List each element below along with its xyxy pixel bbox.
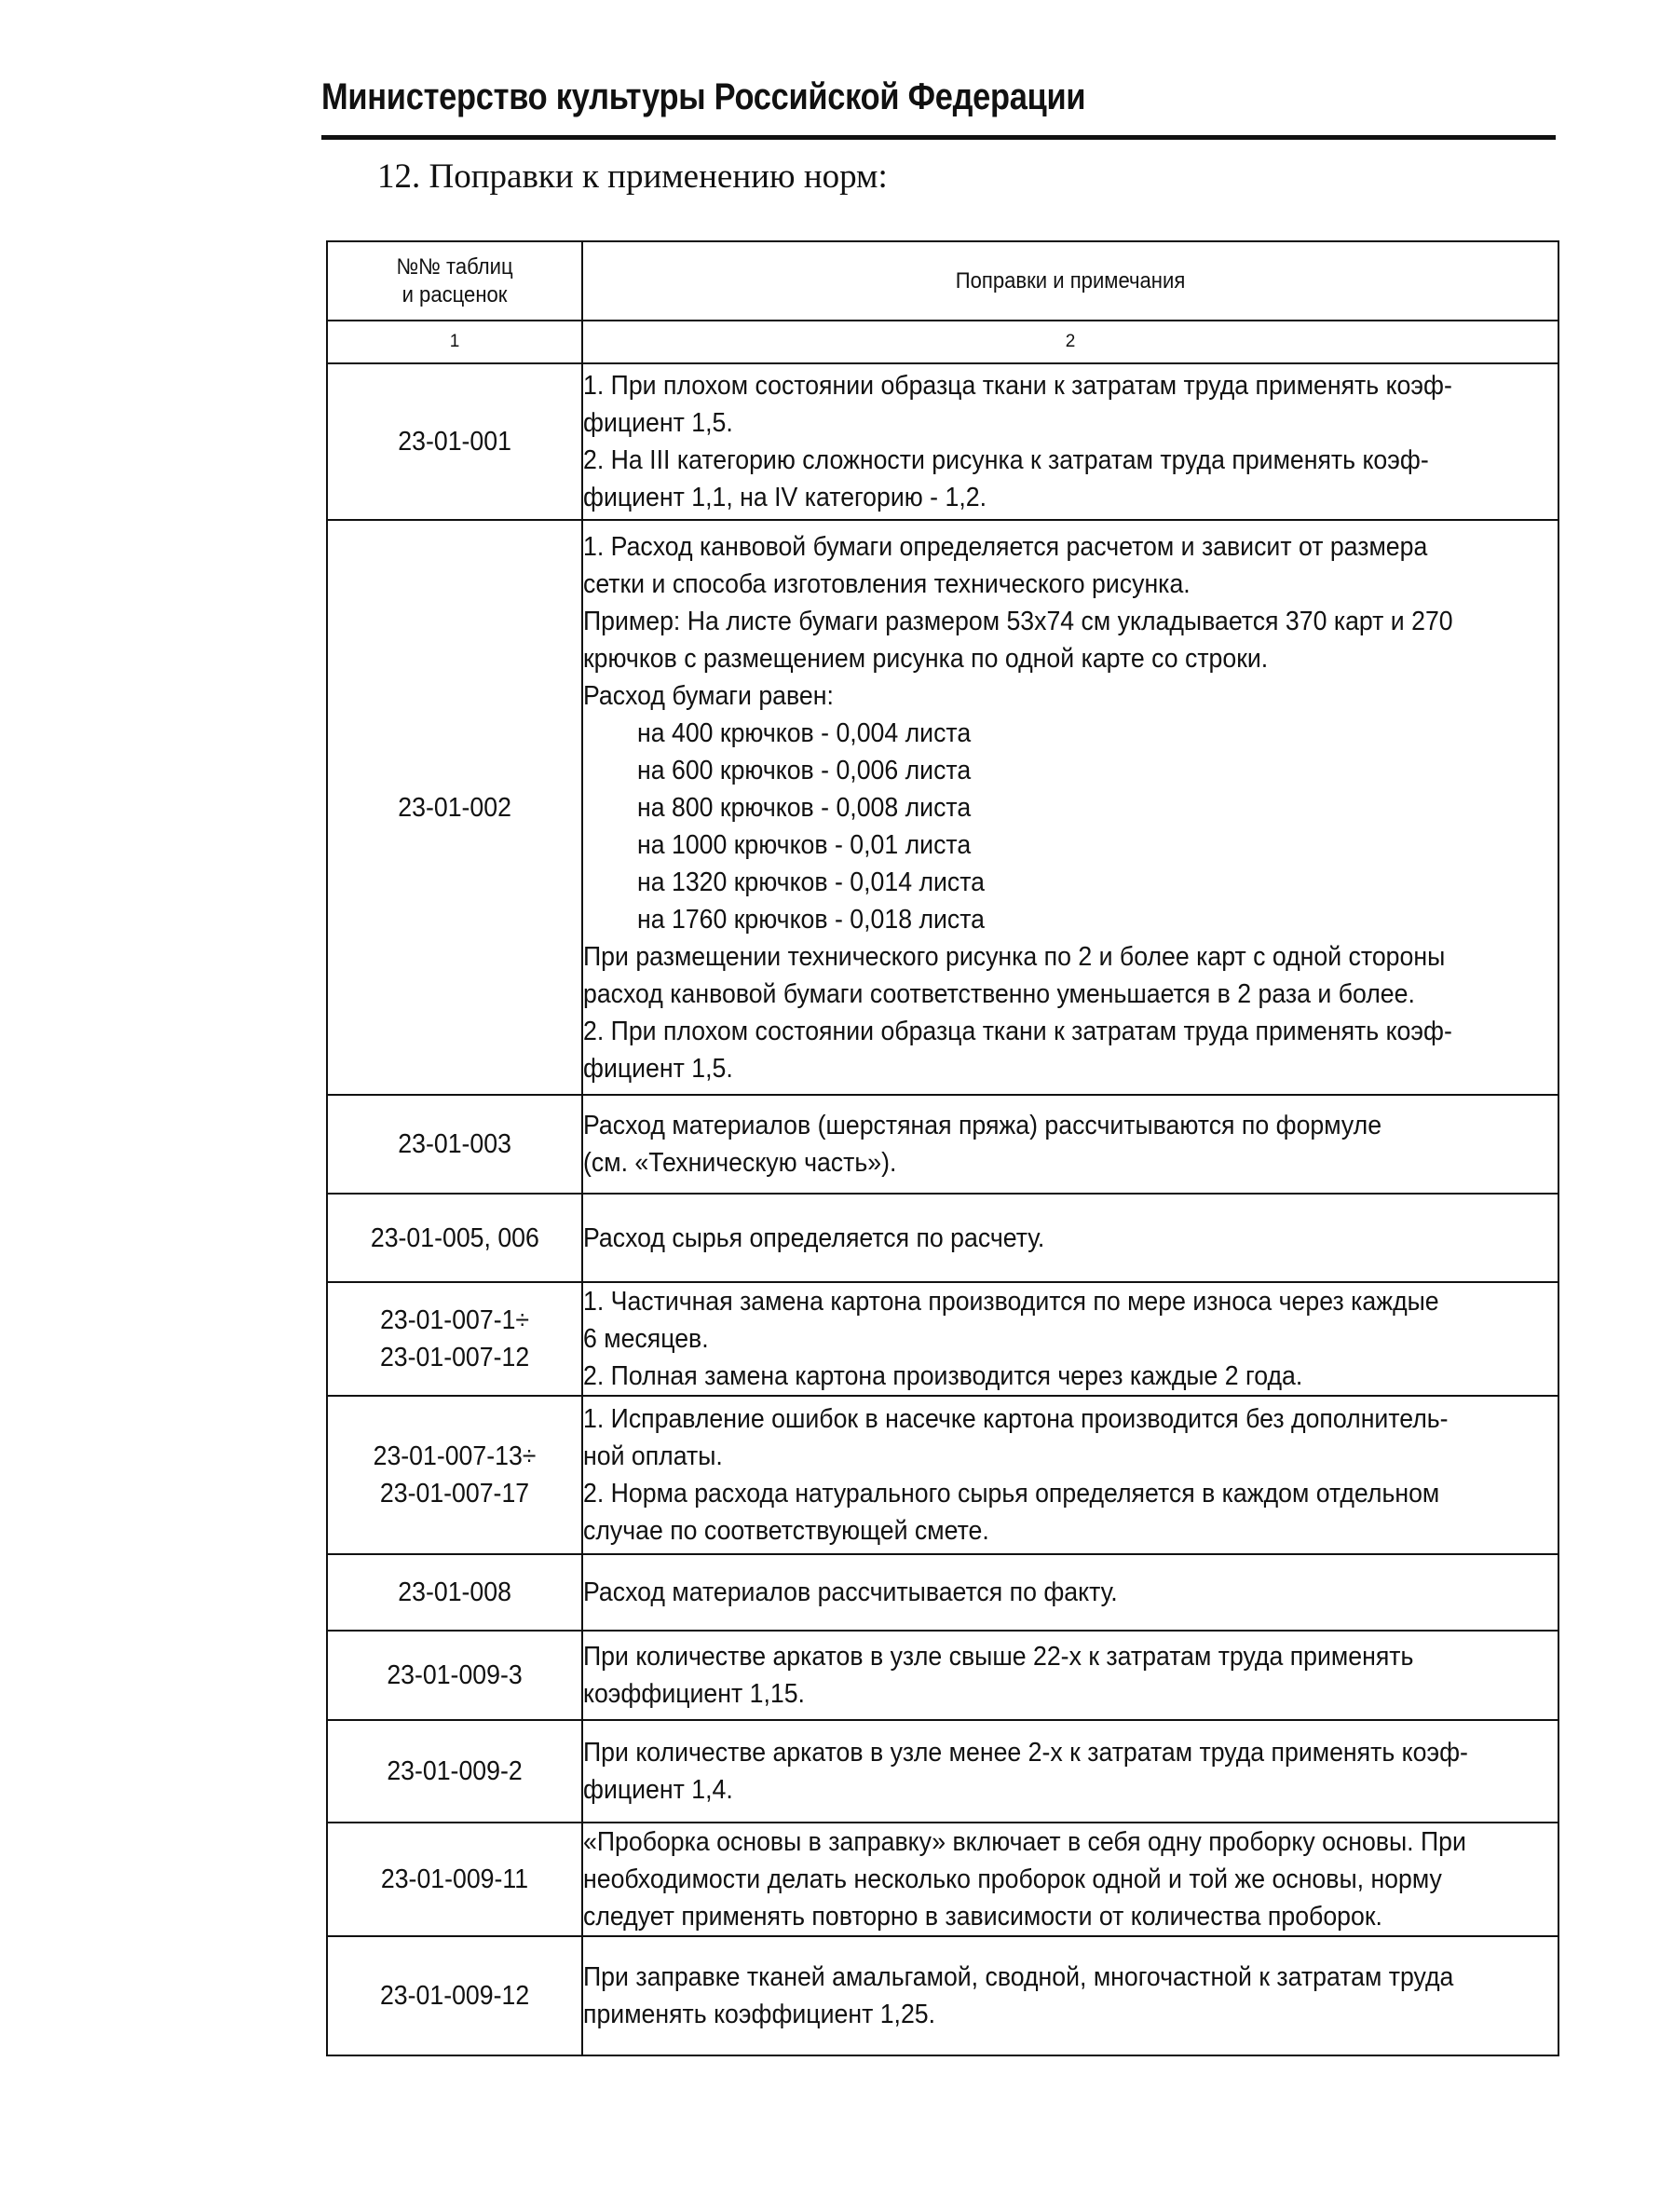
note-text: 2. При плохом состоянии образца ткани к затратам труда применять коэф- bbox=[583, 1016, 1452, 1046]
note-line bbox=[583, 1771, 1558, 1809]
table-code-cell bbox=[327, 1720, 582, 1823]
note-line bbox=[583, 1996, 1558, 2033]
note-text: 1. При плохом состоянии образца ткани к затратам труда применять коэф- bbox=[583, 371, 1452, 401]
table-code-cell bbox=[327, 1936, 582, 2055]
note-line bbox=[583, 1574, 1558, 1611]
note-line bbox=[583, 938, 1558, 976]
note-line bbox=[583, 1107, 1558, 1144]
note-line bbox=[583, 826, 1558, 864]
table-code-cell bbox=[327, 1554, 582, 1631]
note-line bbox=[583, 1050, 1558, 1087]
table-code: 23-01-007-1÷ 23-01-007-12 bbox=[379, 1305, 530, 1372]
note-line bbox=[583, 1220, 1558, 1257]
table-code: 23-01-003 bbox=[398, 1129, 511, 1159]
note-text: Пример: На листе бумаги размером 53х74 см укладывается 370 карт и 270 bbox=[583, 606, 1453, 636]
column-header-notes: Поправки и примечания bbox=[582, 241, 1558, 321]
note-text: фициент 1,5. bbox=[583, 1053, 733, 1084]
header-rule bbox=[321, 135, 1556, 140]
note-text: 2. Полная замена картона производится через каждые 2 года. bbox=[583, 1361, 1303, 1391]
note-line bbox=[583, 1475, 1558, 1512]
table-code: 23-01-009-12 bbox=[379, 1981, 530, 2011]
note-line bbox=[583, 752, 1558, 789]
table-row bbox=[327, 1194, 1558, 1282]
corrections-table bbox=[326, 240, 1559, 2056]
table-code-cell bbox=[327, 363, 582, 520]
note-text: 1. Расход канвовой бумаги определяется расчетом и зависит от размера bbox=[583, 531, 1428, 562]
note-text: ной оплаты. bbox=[583, 1441, 723, 1471]
table-row bbox=[327, 1936, 1558, 2055]
note-text: 2. Норма расхода натурального сырья определяется в каждом отдельном bbox=[583, 1479, 1440, 1509]
note-text: применять коэффициент 1,25. bbox=[583, 2000, 936, 2029]
note-line bbox=[583, 1861, 1558, 1898]
table-code: 23-01-008 bbox=[398, 1577, 511, 1607]
note-text: Расход бумаги равен: bbox=[583, 680, 834, 711]
table-row bbox=[327, 1823, 1558, 1936]
table-code-cell bbox=[327, 520, 582, 1095]
table-code-cell bbox=[327, 1823, 582, 1936]
table-code-cell bbox=[327, 1095, 582, 1194]
table-code: 23-01-009-3 bbox=[387, 1660, 523, 1690]
note-text: (см. «Техническую часть»). bbox=[583, 1148, 897, 1178]
note-text: на 1000 крючков - 0,01 листа bbox=[637, 829, 972, 860]
note-text: 1. Исправление ошибок в насечке картона производится без дополнитель- bbox=[583, 1404, 1449, 1434]
note-line bbox=[583, 1400, 1558, 1438]
note-text: необходимости делать несколько проборок одной и той же основы, норму bbox=[583, 1864, 1442, 1894]
note-text: При количестве аркатов в узле менее 2-х к затратам труда применять коэф- bbox=[583, 1738, 1468, 1768]
note-line bbox=[583, 864, 1558, 901]
note-text: фициент 1,1, на IV категорию - 1,2. bbox=[583, 483, 987, 512]
note-line bbox=[583, 1823, 1558, 1861]
note-text: Расход материалов (шерстяная пряжа) рассчитываются по формуле bbox=[583, 1111, 1382, 1140]
note-text: 1. Частичная замена картона производится по мере износа через каждые bbox=[583, 1287, 1439, 1317]
note-line bbox=[583, 976, 1558, 1013]
table-row bbox=[327, 1282, 1558, 1396]
note-text: При количестве аркатов в узле свыше 22-х к затратам труда применять bbox=[583, 1642, 1414, 1672]
note-text: случае по соответствующей смете. bbox=[583, 1516, 989, 1546]
column-header-tables: №№ таблиц и расценок bbox=[327, 241, 582, 321]
table-note-cell bbox=[582, 1194, 1558, 1282]
note-line bbox=[583, 1358, 1558, 1395]
note-line bbox=[583, 528, 1558, 566]
table-note-cell bbox=[582, 1936, 1558, 2055]
table-note-cell bbox=[582, 1631, 1558, 1720]
note-text: на 600 крючков - 0,006 листа bbox=[637, 755, 972, 785]
note-line bbox=[583, 789, 1558, 826]
note-line bbox=[583, 677, 1558, 715]
note-text: фициент 1,5. bbox=[583, 408, 733, 438]
note-line bbox=[583, 367, 1558, 404]
note-text: расход канвовой бумаги соответственно уменьшается в 2 раза и более. bbox=[583, 978, 1415, 1009]
note-line bbox=[583, 1438, 1558, 1475]
table-row bbox=[327, 1396, 1558, 1554]
note-line bbox=[583, 442, 1558, 479]
table-code: 23-01-009-2 bbox=[387, 1756, 523, 1786]
note-line bbox=[583, 404, 1558, 442]
note-text: на 1320 крючков - 0,014 листа bbox=[637, 867, 986, 897]
table-note-cell bbox=[582, 1282, 1558, 1396]
table-note-cell bbox=[582, 1823, 1558, 1936]
table-code: 23-01-002 bbox=[398, 792, 511, 823]
table-note-cell bbox=[582, 1720, 1558, 1823]
note-text: «Проборка основы в заправку» включает в себя одну проборку основы. При bbox=[583, 1827, 1466, 1857]
table-code-cell bbox=[327, 1396, 582, 1554]
note-line bbox=[583, 1675, 1558, 1713]
note-line bbox=[583, 566, 1558, 603]
note-line bbox=[583, 1512, 1558, 1550]
note-line bbox=[583, 479, 1558, 516]
note-line bbox=[583, 640, 1558, 677]
note-text: сетки и способа изготовления технического рисунка. bbox=[583, 568, 1191, 599]
note-text: на 1760 крючков - 0,018 листа bbox=[637, 904, 986, 935]
table-row bbox=[327, 1720, 1558, 1823]
note-text: Расход сырья определяется по расчету. bbox=[583, 1222, 1045, 1253]
table-row bbox=[327, 1631, 1558, 1720]
table-note-cell bbox=[582, 520, 1558, 1095]
note-line bbox=[583, 1898, 1558, 1935]
note-text: При заправке тканей амальгамой, сводной, многочастной к затратам труда bbox=[583, 1962, 1454, 1992]
table-code: 23-01-007-13÷ 23-01-007-17 bbox=[373, 1441, 537, 1509]
note-line bbox=[583, 901, 1558, 938]
note-line bbox=[583, 603, 1558, 640]
note-text: 6 месяцев. bbox=[583, 1324, 709, 1354]
table-code: 23-01-005, 006 bbox=[370, 1222, 539, 1253]
table-note-cell bbox=[582, 1095, 1558, 1194]
note-text: на 400 крючков - 0,004 листа bbox=[637, 717, 972, 748]
note-line bbox=[583, 1638, 1558, 1675]
table-code-cell bbox=[327, 1631, 582, 1720]
note-line bbox=[583, 715, 1558, 752]
note-text: коэффициент 1,15. bbox=[583, 1679, 805, 1709]
column-number-2: 2 bbox=[582, 321, 1558, 363]
table-note-cell bbox=[582, 1554, 1558, 1631]
table-header-row bbox=[327, 241, 1558, 321]
note-text: следует применять повторно в зависимости от количества проборок. bbox=[583, 1902, 1382, 1932]
table-row bbox=[327, 1554, 1558, 1631]
table-row bbox=[327, 363, 1558, 520]
note-text: 2. На III категорию сложности рисунка к затратам труда применять коэф- bbox=[583, 445, 1429, 475]
table-row bbox=[327, 520, 1558, 1095]
table-code-cell bbox=[327, 1194, 582, 1282]
column-number-row bbox=[327, 321, 1558, 363]
table-note-cell bbox=[582, 363, 1558, 520]
note-text: Расход материалов рассчитывается по факту. bbox=[583, 1577, 1118, 1607]
note-line bbox=[583, 1959, 1558, 1996]
note-text: При размещении технического рисунка по 2 и более карт с одной стороны bbox=[583, 941, 1446, 972]
note-text: крючков с размещением рисунка по одной карте со строки. bbox=[583, 643, 1269, 674]
note-line bbox=[583, 1320, 1558, 1358]
table-code: 23-01-001 bbox=[398, 427, 511, 457]
ministry-header: Министерство культуры Российской Федерации bbox=[321, 76, 1086, 117]
note-line bbox=[583, 1734, 1558, 1771]
table-code-cell bbox=[327, 1282, 582, 1396]
column-number-1: 1 bbox=[327, 321, 582, 363]
table-note-cell bbox=[582, 1396, 1558, 1554]
note-text: на 800 крючков - 0,008 листа bbox=[637, 792, 972, 823]
note-text: фициент 1,4. bbox=[583, 1775, 733, 1805]
table-row bbox=[327, 1095, 1558, 1194]
table-code: 23-01-009-11 bbox=[380, 1864, 529, 1894]
section-title: 12. Поправки к применению норм: bbox=[377, 157, 888, 196]
note-line bbox=[583, 1283, 1558, 1320]
note-line bbox=[583, 1013, 1558, 1050]
note-line bbox=[583, 1144, 1558, 1181]
